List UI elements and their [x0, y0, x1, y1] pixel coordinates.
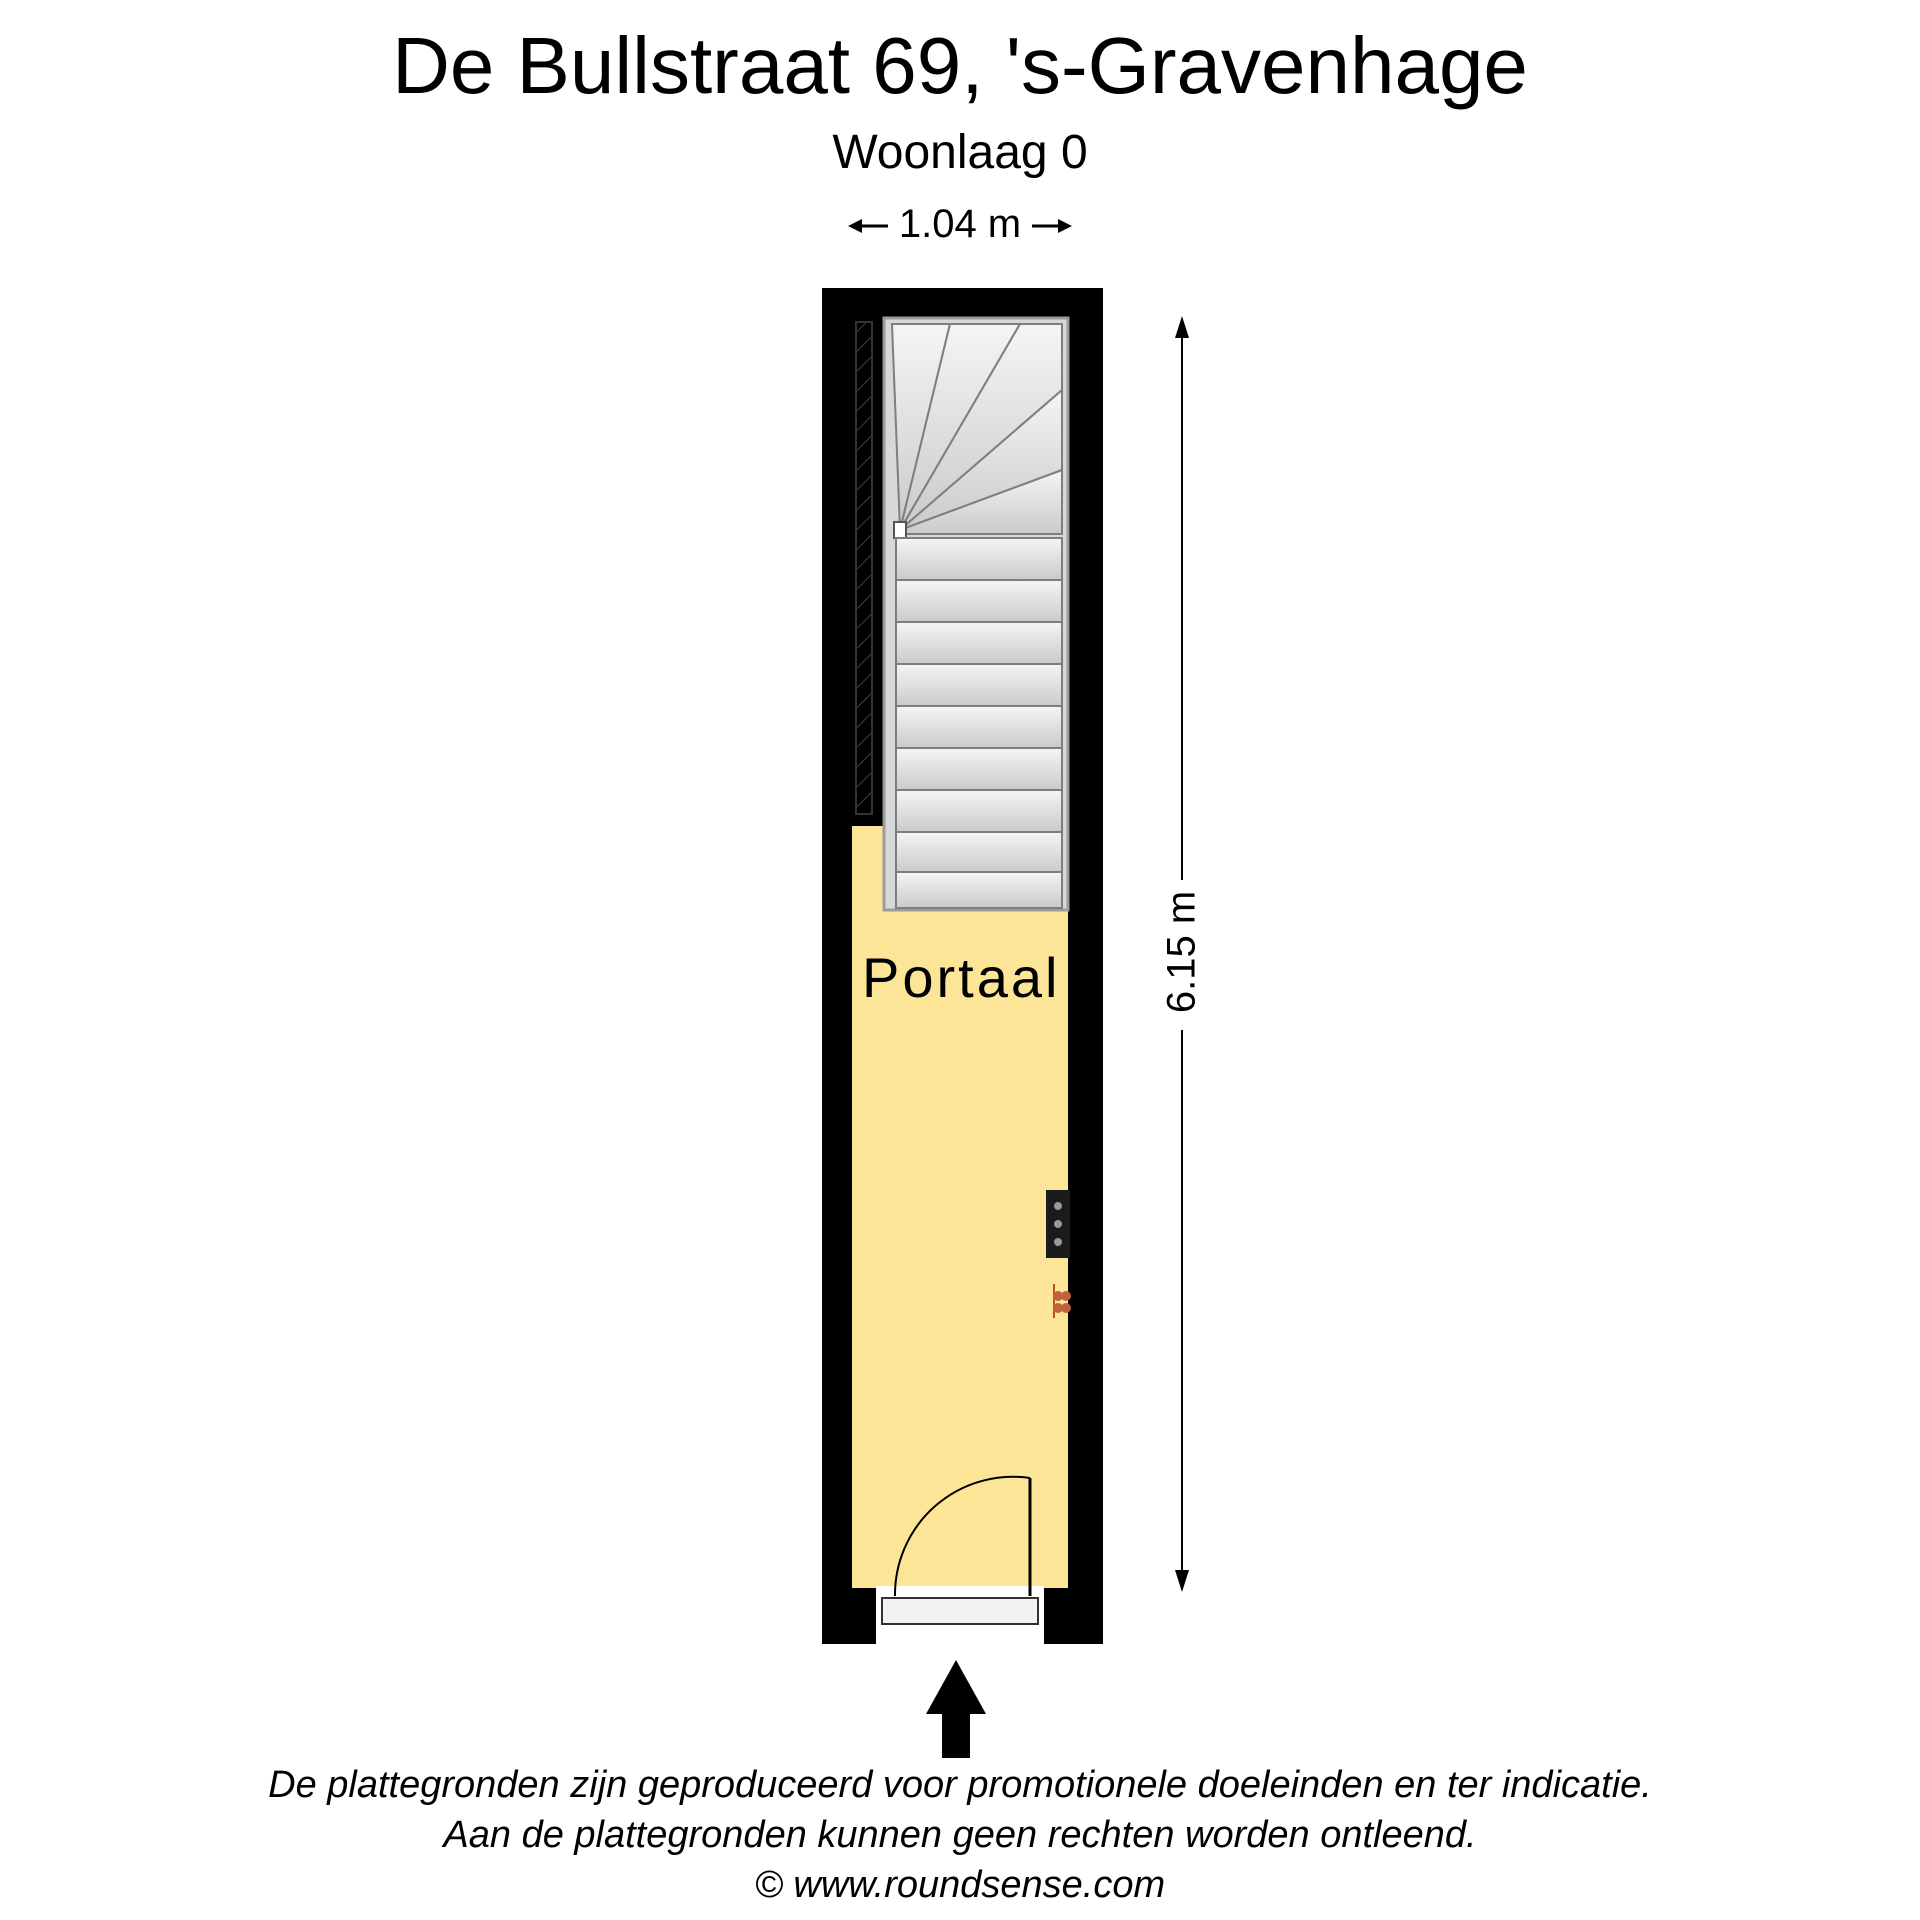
room-label-portaal: Portaal: [862, 946, 1061, 1009]
closet-hatch: [856, 322, 872, 814]
staircase: [884, 318, 1068, 910]
height-dimension-label: 6.15 m: [1159, 890, 1204, 1014]
stair-step: [896, 580, 1062, 622]
stair-step: [896, 790, 1062, 832]
disclaimer: [0, 1760, 1920, 1910]
entrance-arrow-icon: [926, 1660, 986, 1758]
stair-step: [896, 706, 1062, 748]
stair-step: [896, 622, 1062, 664]
stair-step: [896, 872, 1062, 908]
stair-step: [896, 538, 1062, 580]
disclaimer-line-2: Aan de plattegronden kunnen geen rechten worden ontleend.: [443, 1814, 1477, 1856]
disclaimer-line-1: De plattegronden zijn geproduceerd voor promotionele doeleinden en ter indicatie.: [268, 1764, 1652, 1806]
width-dimension-label: 1.04 m: [898, 202, 1022, 246]
stair-newel-post: [894, 522, 906, 538]
copyright-line: © www.roundsense.com: [754, 1864, 1166, 1906]
page-title: De Bullstraat 69, 's-Gravenhage: [392, 21, 1528, 110]
floor-level-subtitle: Woonlaag 0: [832, 126, 1088, 179]
stair-step: [896, 832, 1062, 872]
door-threshold: [882, 1598, 1038, 1624]
meter-box-icon: [1046, 1190, 1070, 1258]
stair-step: [896, 748, 1062, 790]
stair-step: [896, 664, 1062, 706]
